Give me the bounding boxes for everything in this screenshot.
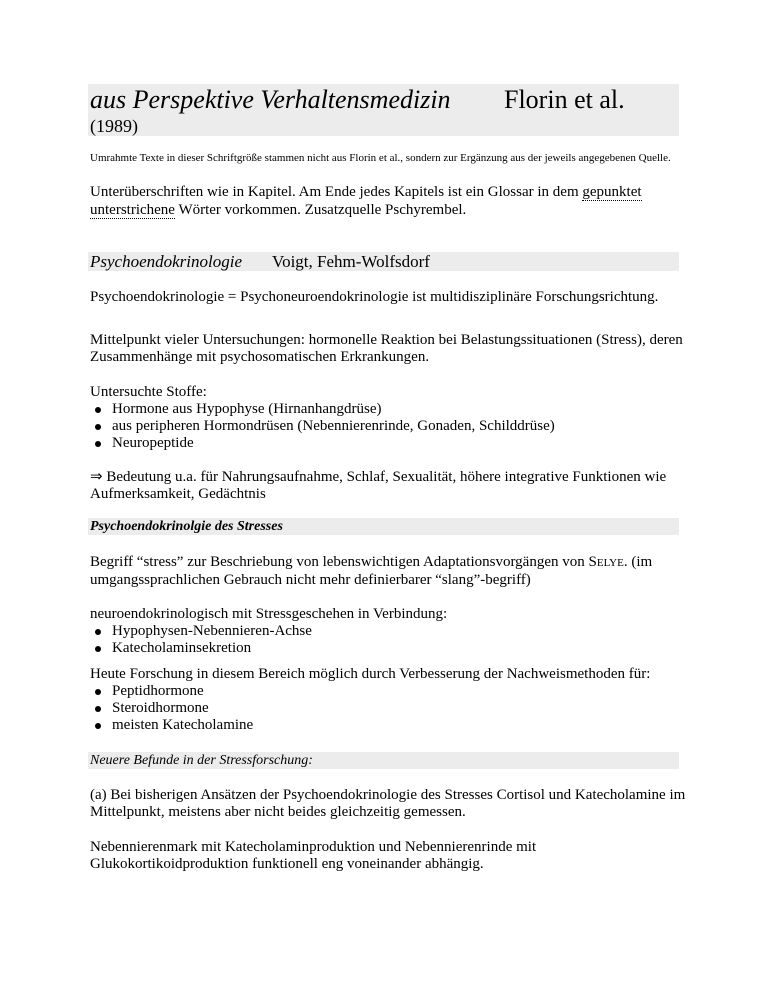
list-item: Hypophysen-Nebennieren-Achse	[90, 623, 690, 640]
paragraph-verbindung-intro: neuroendokrinologisch mit Stressgeschehen in Verbindung:	[90, 606, 448, 622]
section-heading-stress	[88, 518, 679, 535]
section-heading-psychoendokrinologie	[88, 252, 679, 271]
text-span: . (im umgangssprachlichen Gebrauch nicht mehr definierbarer “slang”-begriff)	[90, 554, 653, 588]
document-year: (1989)	[90, 116, 138, 136]
subheading-note	[90, 183, 690, 219]
document-author: Florin et al.	[504, 85, 625, 114]
paragraph-definition: Psychoendokrinologie = Psychoneuroendokrinologie ist multidisziplinäre Forschungsrichtung.	[90, 289, 659, 305]
list-item: Neuropeptide	[90, 435, 690, 452]
list-item: meisten Katecholamine	[90, 717, 690, 734]
document-title: aus Perspektive Verhaltensmedizin	[90, 85, 451, 114]
source-note: Umrahmte Texte in dieser Schriftgröße stammen nicht aus Florin et al., sondern zur Ergänzung aus der jeweils angegebenen Quelle.	[90, 152, 671, 164]
section-title: Psychoendokrinolgie des Stresses	[90, 519, 283, 534]
list-stoffe	[90, 401, 690, 452]
list-item: Hormone aus Hypophyse (Hirnanhangdrüse)	[90, 401, 690, 418]
paragraph-bedeutung: ⇒ Bedeutung u.a. für Nahrungsaufnahme, Schlaf, Sexualität, höhere integrative Funktionen wie Aufmerksamkeit, Gedächtnis	[90, 469, 667, 502]
paragraph-methoden-intro: Heute Forschung in diesem Bereich möglich durch Verbesserung der Nachweismethoden für:	[90, 666, 651, 682]
section-title: Psychoendokrinologie	[90, 252, 243, 271]
section-authors: Voigt, Fehm-Wolfsdorf	[272, 252, 430, 271]
paragraph-mittelpunkt: Mittelpunkt vieler Untersuchungen: hormonelle Reaktion bei Belastungssituationen (Stress), deren Zusammenhänge mit psychosomatischen Erkrankungen.	[90, 332, 683, 365]
title-box	[88, 84, 679, 136]
paragraph-begriff-stress	[90, 554, 690, 589]
paragraph-stoffe-intro: Untersuchte Stoffe:	[90, 384, 207, 400]
list-item: Steroidhormone	[90, 700, 690, 717]
list-item: Katecholaminsekretion	[90, 640, 690, 657]
subheading-note-end: Wörter vorkommen. Zusatzquelle Pschyrembel.	[174, 202, 467, 218]
section-title: Neuere Befunde in der Stressforschung:	[90, 753, 313, 768]
paragraph-nebennieren: Nebennierenmark mit Katecholaminproduktion und Nebennierenrinde mit Glukokortikoidproduktion funktionell eng voneinander abhängig.	[90, 839, 537, 872]
list-verbindung	[90, 623, 690, 657]
dotted-underline-text: gepunktet unterstrichene	[90, 184, 642, 218]
paragraph-befunde-a: (a) Bei bisherigen Ansätzen der Psychoendokrinologie des Stresses Cortisol und Katecholamine im Mittelpunkt, meistens aber nicht beides gleichzeitig gemessen.	[90, 787, 686, 820]
subheading-note-start: Unterüberschriften wie in Kapitel. Am Ende jedes Kapitels ist ein Glossar in dem	[90, 184, 583, 200]
list-methoden	[90, 683, 690, 734]
small-caps-text: ELYE	[596, 557, 624, 569]
text-span: Begriff “stress” zur Beschriebung von lebenswichtigen Adaptationsvorgängen von S	[90, 554, 597, 570]
section-heading-neuere-befunde	[88, 752, 679, 769]
list-item: aus peripheren Hormondrüsen (Nebennierenrinde, Gonaden, Schilddrüse)	[90, 418, 690, 435]
list-item: Peptidhormone	[90, 683, 690, 700]
